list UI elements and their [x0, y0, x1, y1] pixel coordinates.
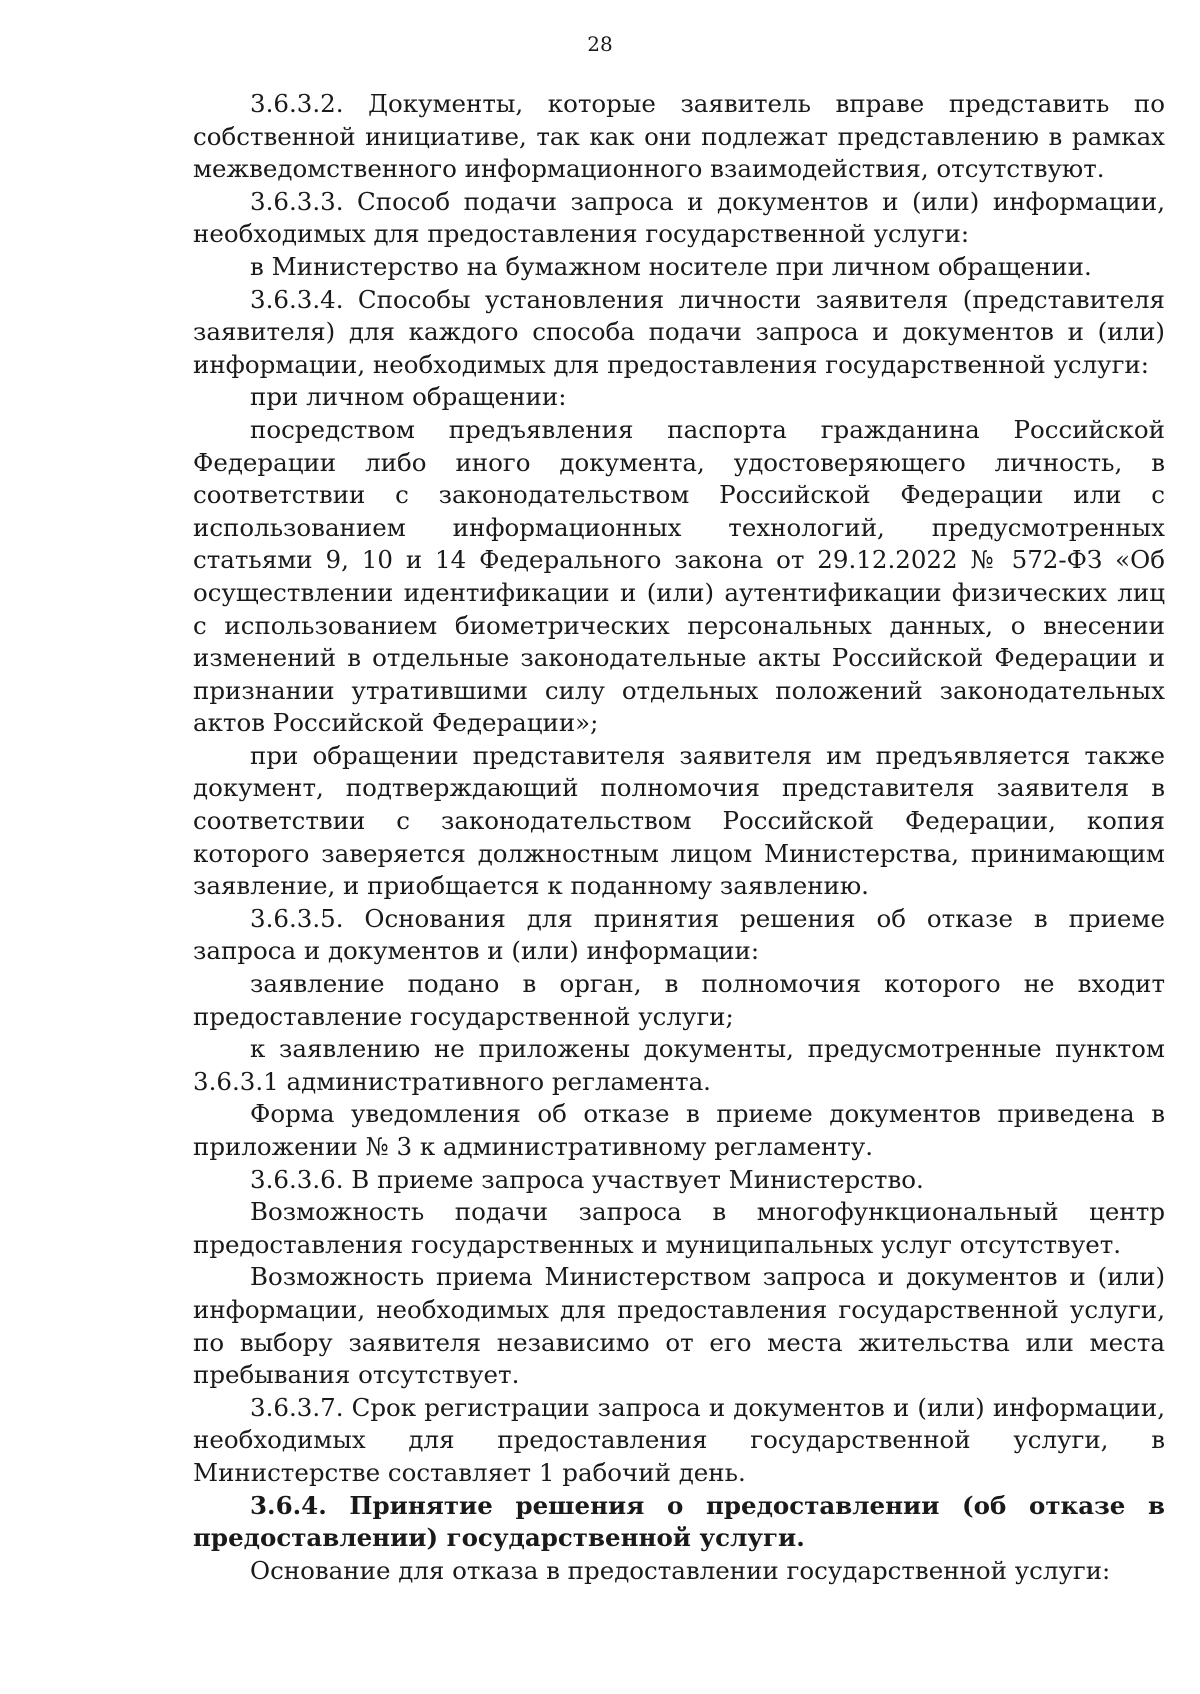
paragraph-refusal-reason-1: заявление подано в орган, в полномочия которого не входит предоставление государственной услуги;	[193, 969, 1165, 1031]
paragraph-passport-identification: посредством предъявления паспорта гражданина Российской Федерации либо иного документа, удостоверяющего личность, в соответствии с законодательством Российской Федерации или с использованием информационных технологий, предусмотренных статьями 9, 10 и 14 Федерального закона от 29.12.2022 № 572-ФЗ «Об осуществлении идентификации и (или) аутентификации физических лиц с использованием биометрических персональных данных, о внесении изменений в отдельные законодательные акты Российской Федерации и признании утратившими силу отдельных положений законодательных актов Российской Федерации»;	[193, 414, 1165, 738]
paragraph-3-6-3-7: 3.6.3.7. Срок регистрации запроса и документов и (или) информации, необходимых для предоставления государственной услуги, в Министерстве составляет 1 рабочий день.	[193, 1392, 1165, 1487]
paragraph-3-6-3-2: 3.6.3.2. Документы, которые заявитель вправе представить по собственной инициативе, так как они подлежат представлению в рамках межведомственного информационного взаимодействия, отсутствуют.	[193, 89, 1165, 184]
paragraph-refusal-reason-2: к заявлению не приложены документы, предусмотренные пунктом 3.6.3.1 административного регламента.	[193, 1034, 1165, 1096]
paragraph-3-6-3-5: 3.6.3.5. Основания для принятия решения об отказе в приеме запроса и документов и (или) информации:	[193, 903, 1165, 966]
paragraph-refusal-form: Форма уведомления об отказе в приеме документов приведена в приложении № 3 к административному регламенту.	[193, 1099, 1165, 1161]
paragraph-3-6-3-6: 3.6.3.6. В приеме запроса участвует Министерство.	[250, 1164, 924, 1194]
paragraph-submission-method: в Министерство на бумажном носителе при личном обращении.	[250, 251, 1092, 281]
paragraph-3-6-3-4: 3.6.3.4. Способы установления личности заявителя (представителя заявителя) для каждого способа подачи запроса и документов и (или) информации, необходимых для предоставления государственной услуги:	[193, 284, 1165, 379]
paragraph-personal-visit: при личном обращении:	[250, 382, 567, 412]
paragraph-extraterritorial: Возможность приема Министерством запроса и документов и (или) информации, необходимых для предоставления государственной услуги, по выбору заявителя независимо от его места жительства или места пребывания отсутствует.	[193, 1262, 1165, 1390]
section-heading-3-6-4: 3.6.4. Принятие решения о предоставлении (об отказе в предоставлении) государственной услуги.	[193, 1490, 1165, 1553]
paragraph-mfc-submission: Возможность подачи запроса в многофункциональный центр предоставления государственных и муниципальных услуг отсутствует.	[193, 1197, 1165, 1259]
document-body	[193, 88, 1165, 1587]
paragraph-3-6-3-3: 3.6.3.3. Способ подачи запроса и документов и (или) информации, необходимых для предоставления государственной услуги:	[193, 186, 1165, 249]
paragraph-representative: при обращении представителя заявителя им предъявляется также документ, подтверждающий полномочия представителя заявителя в соответствии с законодательством Российской Федерации, копия которого заверяется должностным лицом Министерства, принимающим заявление, и приобщается к поданному заявлению.	[193, 740, 1165, 901]
page-number: 28	[587, 32, 613, 56]
paragraph-refusal-basis: Основание для отказа в предоставлении государственной услуги:	[250, 1555, 1111, 1585]
